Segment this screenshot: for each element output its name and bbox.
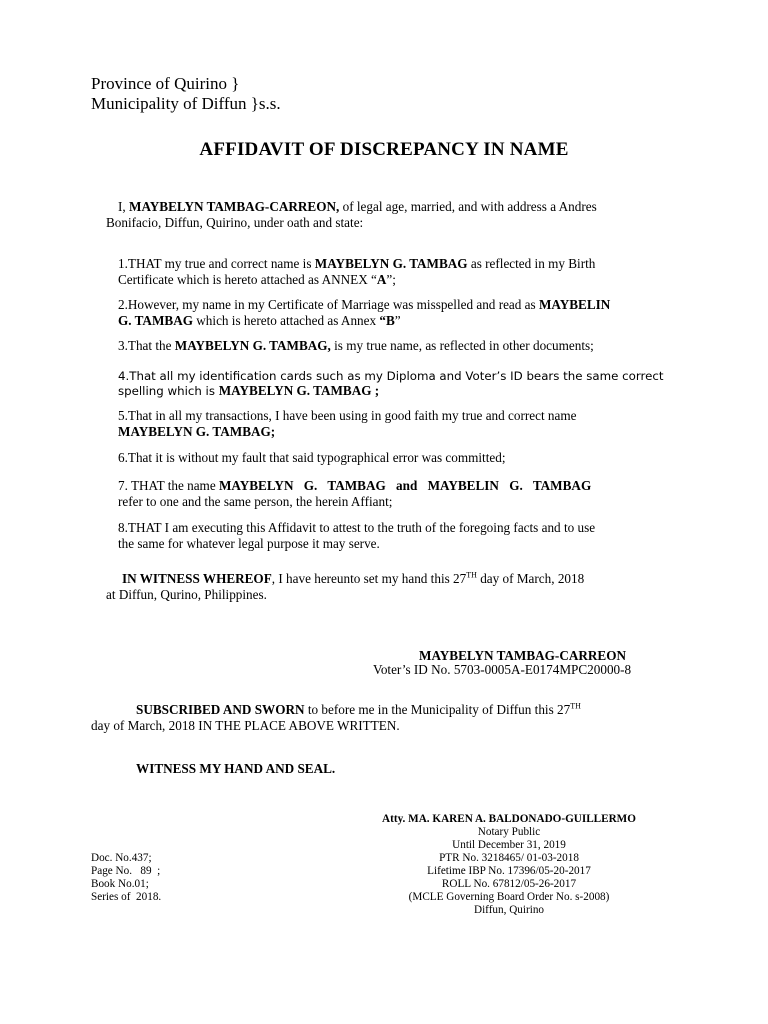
affiant-voter-id: Voter’s ID No. 5703-0005A-E0174MPC20000-8 [373, 662, 632, 677]
witness-hand-seal: WITNESS MY HAND AND SEAL. [136, 761, 336, 776]
notary-mcle-line: (MCLE Governing Board Order No. s-2008) [408, 891, 610, 903]
series-year: Series of 2018. [91, 891, 162, 903]
notary-ptr-line: PTR No. 3218465/ 01-03-2018 [439, 852, 579, 864]
paragraph-4-line-2: spelling which is MAYBELYN G. TAMBAG ; [118, 383, 380, 398]
paragraph-7-line-1: 7. THAT the name MAYBELYN G. TAMBAG and MAYBELIN G. TAMBAG [118, 478, 592, 493]
witness-whereof-line-2: at Diffun, Qurino, Philippines. [106, 587, 267, 602]
intro-line-2: Bonifacio, Diffun, Quirino, under oath and state: [106, 215, 364, 230]
notary-public-line: Notary Public [477, 826, 541, 838]
subscribed-line-1: SUBSCRIBED AND SWORN to before me in the Municipality of Diffun this 27TH [136, 701, 581, 717]
paragraph-2-line-1: 2.However, my name in my Certificate of Marriage was misspelled and read as MAYBELIN [118, 297, 611, 312]
paragraph-6: 6.That it is without my fault that said typographical error was committed; [118, 450, 506, 465]
paragraph-1-line-2: Certificate which is hereto attached as ANNEX “A”; [118, 272, 396, 287]
notary-location-line: Diffun, Quirino [473, 904, 545, 916]
notary-name: Atty. MA. KAREN A. BALDONADO-GUILLERMO [382, 813, 636, 825]
paragraph-5-line-1: 5.That in all my transactions, I have been using in good faith my true and correct name [118, 408, 577, 423]
province-line: Province of Quirino } [91, 74, 240, 93]
paragraph-8-line-1: 8.THAT I am executing this Affidavit to attest to the truth of the foregoing facts and to use [118, 520, 596, 535]
paragraph-3: 3.That the MAYBELYN G. TAMBAG, is my true name, as reflected in other documents; [118, 338, 594, 353]
intro-line-1: I, MAYBELYN TAMBAG-CARREON, of legal age, married, and with address a Andres [118, 199, 597, 214]
doc-number: Doc. No.437; [91, 852, 152, 864]
affiant-name: MAYBELYN TAMBAG-CARREON [419, 648, 626, 663]
subscribed-line-2: day of March, 2018 IN THE PLACE ABOVE WRITTEN. [91, 718, 400, 733]
page-number: Page No. 89 ; [91, 865, 161, 877]
paragraph-7-line-2: refer to one and the same person, the herein Affiant; [118, 494, 393, 509]
notary-roll-line: ROLL No. 67812/05-26-2017 [441, 878, 577, 890]
document-title: AFFIDAVIT OF DISCREPANCY IN NAME [199, 139, 569, 160]
notary-ibp-line: Lifetime IBP No. 17396/05-20-2017 [427, 865, 591, 877]
book-number: Book No.01; [91, 878, 149, 890]
paragraph-4-line-1: 4.That all my identification cards such as my Diploma and Voter’s ID bears the same correct [118, 369, 664, 383]
notary-commission-line: Until December 31, 2019 [452, 839, 566, 851]
paragraph-5-line-2: MAYBELYN G. TAMBAG; [118, 424, 276, 439]
municipality-line: Municipality of Diffun }s.s. [91, 94, 281, 113]
paragraph-2-line-2: G. TAMBAG which is hereto attached as Annex “B” [118, 313, 401, 328]
witness-whereof-line-1: IN WITNESS WHEREOF, I have hereunto set my hand this 27TH day of March, 2018 [122, 570, 585, 586]
paragraph-8-line-2: the same for whatever legal purpose it may serve. [118, 536, 380, 551]
paragraph-1-line-1: 1.THAT my true and correct name is MAYBELYN G. TAMBAG as reflected in my Birth [118, 256, 596, 271]
